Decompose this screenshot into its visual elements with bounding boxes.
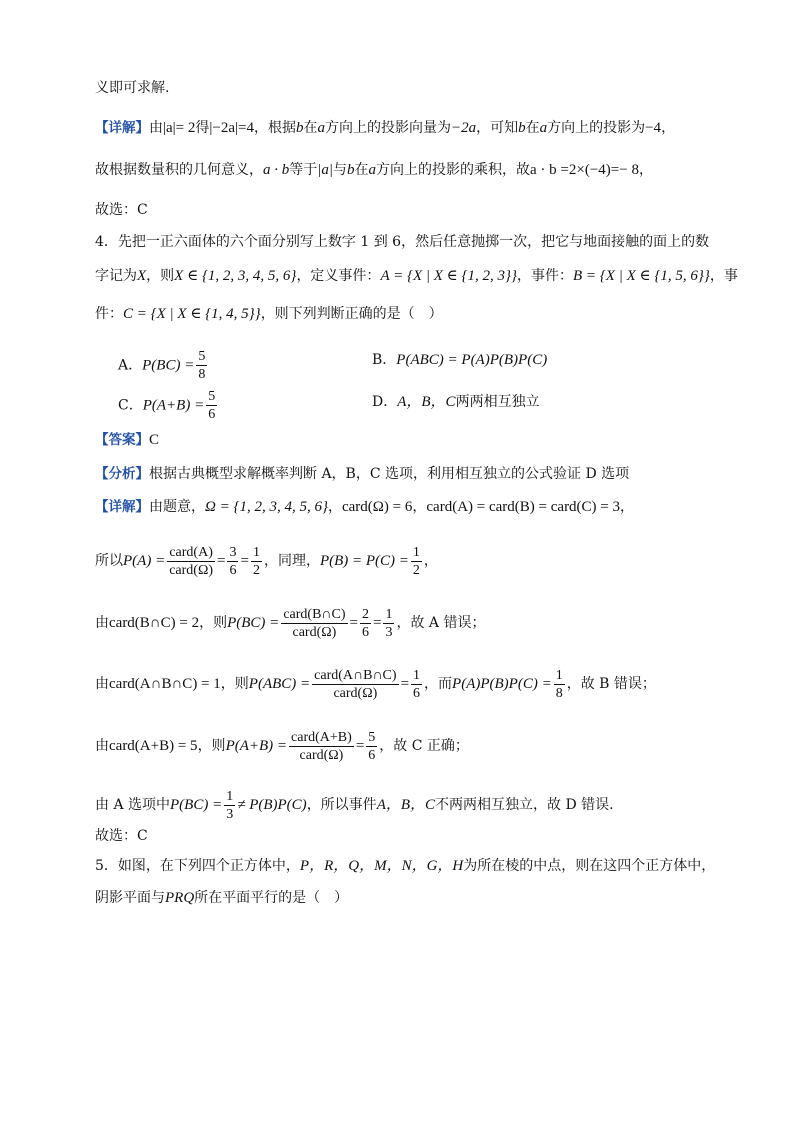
text: ，故 A 错误； [396,615,486,631]
text: ，则 [197,738,226,754]
denominator: card(Ω) [333,685,378,701]
fraction [366,729,377,764]
numerator: 1 [413,667,421,683]
denominator: card(Ω) [169,562,214,578]
option-label: D． [372,394,398,410]
text: 由 [95,676,109,692]
text: ，则 [220,676,249,692]
text: ，定义事件： [296,268,381,284]
equals: = [217,553,226,569]
text: 等于 [289,162,318,178]
formula: |−2a|=4 [209,120,254,136]
formula: P(BC) = [227,615,280,631]
detail-tag: 【详解】 [95,120,149,136]
text: ，同理， [263,553,320,569]
text: 所以 [95,553,123,569]
option-label: A． [118,357,143,374]
numerator: 1 [385,606,393,622]
text: ， [620,499,635,515]
text: ，故 C 正确； [379,738,469,754]
numerator: card(B∩C) [283,606,346,622]
text: 由题意， [149,499,205,515]
formula: |a|= 2 [163,120,196,136]
text: ，则 [199,615,228,631]
q4-detail-line-2 [95,542,438,580]
text: 在 [525,120,540,136]
fraction [227,544,238,579]
numerator: card(A+B) [291,729,352,745]
analysis-text: 根据古典概型求解概率判断 A，B，C 选项，利用相互独立的公式验证 D 选项 [149,466,630,482]
equals: = [372,615,382,631]
fraction [196,348,207,383]
text: ， [638,162,653,178]
fraction [360,606,371,641]
denominator: 2 [412,562,420,578]
option-label: C． [118,397,143,414]
numerator: card(A) [167,544,215,562]
text: ， [423,553,438,569]
numerator: 1 [412,544,420,560]
formula: a · b =2×(−4)=− 8 [530,162,639,178]
q4-choice [95,826,148,846]
option-d [372,392,540,412]
text-line [95,78,169,98]
text: 方向上的投影向量为 [324,120,451,136]
equals: = [240,553,249,569]
text: 与 [333,162,347,178]
numerator: 5 [208,389,216,404]
fraction [411,544,422,579]
detail-tag: 【详解】 [95,499,149,515]
denominator: 8 [198,367,206,382]
fraction [206,388,217,423]
choice-text: 故选：C [95,202,148,218]
numerator: card(A∩B∩C) [314,667,397,683]
choice-text: 故选：C [95,828,148,844]
q4-detail-line-3 [95,604,485,642]
text: 得 [195,120,210,136]
formula: card(A∩B∩C) = 1 [109,676,221,692]
equals: = [349,615,358,631]
formula: P(ABC) = P(A)P(B)P(C) [396,352,548,368]
text: ，可知 [476,120,519,136]
answer-tag: 【答案】 [95,432,149,448]
continuation-text: 义即可求解. [95,80,170,96]
text: 所在平面平行的是（ ） [194,890,349,906]
option-c [118,388,219,423]
formula: b [518,120,526,136]
numerator: 5 [368,729,376,745]
fraction [281,606,347,641]
fraction [411,667,422,702]
q5-stem-line-1 [95,856,715,876]
formula: card(Ω) = 6 [341,499,413,515]
text: ，故 B 错误； [566,676,656,692]
denominator: 3 [385,624,393,640]
formula: C = {X | X ∈ {1, 4, 5}} [123,306,261,322]
text: 在 [303,120,318,136]
q4-detail-line-5 [95,727,469,765]
formula: B = {X | X ∈ {1, 5, 6}} [573,268,710,284]
formula: a [539,120,548,136]
formula: P(A+B) = [225,738,288,754]
question-text: 4．先把一正六面体的六个面分别写上数字 1 到 6，然后任意抛掷一次，把它与地面接触的面上的数 [95,234,710,250]
fraction [289,729,354,764]
fraction [312,667,398,702]
denominator: 6 [413,685,421,701]
text: ，事件： [517,268,573,284]
text: 故根据数量积的几何意义， [95,162,263,178]
denominator: 6 [208,407,216,422]
formula: P(BC) = [142,357,195,374]
q4-detail-line-6 [95,786,614,824]
denominator: 6 [229,562,237,578]
text: 方向上的投影为 [547,120,646,136]
formula: Ω = {1, 2, 3, 4, 5, 6} [205,499,328,515]
numerator: 1 [555,667,563,683]
formula: A = {X | X ∈ {1, 2, 3}} [380,268,517,284]
fraction [224,788,235,823]
q4-stem-line-1 [95,232,709,252]
formula: |a| [317,162,333,178]
option-label: B． [372,352,397,368]
formula: −4 [645,120,662,136]
formula: P(B) = P(C) = [319,553,409,569]
q4-stem-line-3 [95,304,443,324]
option-a [118,348,209,383]
denominator: 3 [226,806,234,822]
q3-detail-line-2 [95,160,653,180]
formula: X ∈ {1, 2, 3, 4, 5, 6} [174,268,297,284]
answer-value: C [149,432,160,448]
formula: P(A)P(B)P(C) = [452,676,552,692]
q3-detail-line-1 [95,118,675,138]
text: ， [327,499,342,515]
denominator: 8 [555,685,563,701]
text: 5．如图，在下列四个正方体中， [95,858,300,874]
text: 由 [149,120,163,136]
formula: P，R，Q，M，N，G，H [299,858,464,874]
q4-stem-line-2 [95,266,738,286]
numerator: 3 [229,544,237,560]
text: 由 [95,615,109,631]
formula: b [295,120,304,136]
text: 由 [95,738,109,754]
formula: card(A) = card(B) = card(C) = 3 [426,499,621,515]
denominator: card(Ω) [292,624,337,640]
text: 方向上的投影的乘积，故 [376,162,530,178]
text: ， [412,499,427,515]
text: 件： [95,306,123,322]
option-b [372,350,547,370]
numerator: 2 [361,606,369,622]
text: ，则 [146,268,175,284]
numerator: 1 [226,788,234,804]
formula: a · b [263,162,290,178]
formula: card(A+B) = 5 [109,738,198,754]
q4-answer [95,430,159,450]
formula: A，B，C [397,394,456,410]
fraction [167,544,215,579]
text: 阴影平面与 [95,890,165,906]
text: ，所以事件 [306,797,377,813]
formula: PRQ [165,890,195,906]
fraction [251,544,262,579]
q3-choice [95,200,148,220]
text: ，则下列判断正确的是（ ） [260,306,443,322]
denominator: 6 [368,747,376,763]
q4-analysis [95,464,629,484]
formula: −2a [450,120,477,136]
formula: P(A+B) = [142,397,205,414]
equals: = [400,676,410,692]
fraction [383,606,394,641]
formula: card(B∩C) = 2 [109,615,200,631]
formula: b [347,162,355,178]
denominator: card(Ω) [299,747,344,763]
formula: ≠ P(B)P(C) [237,797,307,813]
text: ， [661,120,676,136]
analysis-tag: 【分析】 [95,466,149,482]
text: 由 A 选项中 [95,797,171,813]
text: 在 [354,162,369,178]
formula: P(A) = [123,553,166,569]
denominator: 2 [252,562,260,578]
fraction [554,667,565,702]
text: ，而 [424,676,453,692]
text: 两两相互独立 [455,394,540,410]
formula: X [137,268,147,284]
denominator: 6 [361,624,369,640]
text: ，根据 [253,120,296,136]
q4-detail-line-1 [95,497,634,517]
formula: A，B，C [376,797,436,813]
text: 不两两相互独立，故 D 错误. [435,797,614,813]
text: ，事 [709,268,738,284]
formula: a [317,120,325,136]
text: 为所在棱的中点，则在这四个正方体中， [463,858,716,874]
numerator: 5 [198,349,206,364]
q5-stem-line-2 [95,888,348,908]
numerator: 1 [252,544,260,560]
formula: P(ABC) = [248,676,311,692]
text: 字记为 [95,268,137,284]
formula: a [368,162,376,178]
formula: P(BC) = [170,797,223,813]
q4-detail-line-4 [95,665,656,703]
equals: = [355,738,365,754]
